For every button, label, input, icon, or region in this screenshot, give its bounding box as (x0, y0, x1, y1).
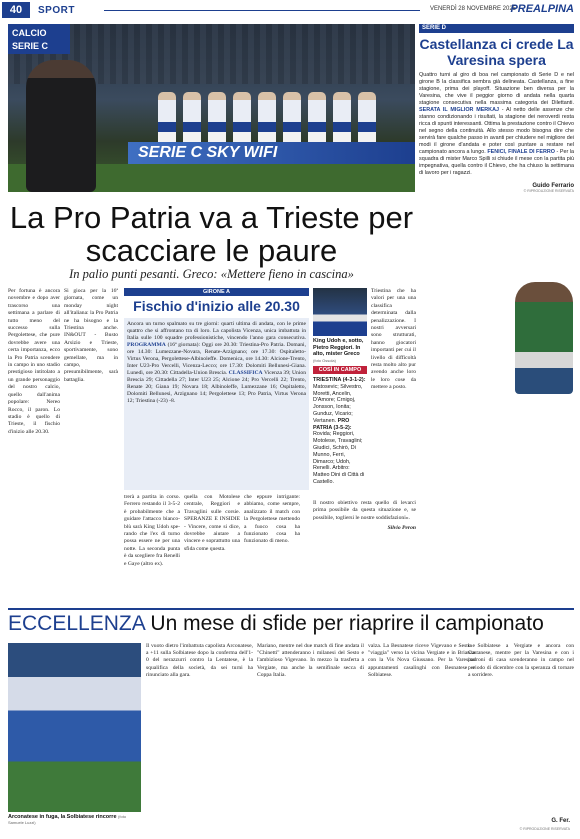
body-column-5: che eppure intrigante: abbiamo, come sempre, analizzato il match con la Pergolettese mettendo a fuoco cosa ha funzionato cosa ha funzionato di meno. (244, 494, 300, 545)
body-column-2: Si gioca per la 16ª giornata, come un monday night all'italiana: la Pro Patria ne ha bisogno e la Triestina anche. IN&OUT - Busto Arsizio e Trieste, sportivamente, sono gemellate, ma in campo, presumibilmente, sarà battaglia. (64, 288, 118, 383)
coach-figure (26, 60, 96, 192)
section-tag: CALCIO SERIE C (8, 24, 70, 54)
body-column-1: Per fortuna è ancora novembre e dopo aver trascorso una settimana a parlare di tutto meno del successo sulla Pergolettese, che pure dovrebbe avere una certa importanza, ecco la Pro Patria scendere in campo in uno stadio prestigioso intitolato a un grande personaggio del nostro calcio, quello dall'anima popolare: Nereo Rocco, il paron. Lo stadio è quello di Trieste, il fischio d'inizio alle 20.30. (8, 288, 60, 435)
right-signature: Guido Ferrario (532, 183, 574, 189)
eccellenza-photo (8, 643, 141, 812)
right-tag: SERIE D (419, 24, 574, 33)
girone-box: Ancora un turno spalmato su tre giorni: quarti ultima di andata, con le prime quattro che si affrontano tra di loro. La capolista Vicenza, unica imbattuta in Italia sulle 100 squadre professionistiche, vincendo l'anno gara consecutiva. PROGRAMMA (16ª giornata): Oggi ore 20.30: Triestina-Pro Patria. Domani, ore 14.30: Lumezzane-Novara, Renate-Arzignano; ore 17.30: Ospitaletto-Virtus Verona, Pergolettese-Albinoleffe. Domenica, ore 14.30: Alcione-Trento, Inter U23-Pro Vercelli, Vicenza-Lecco; ore 17.30: Dolomiti Bellunesi-Giana. Lunedì, ore 20.30: Cittadella-Union Brescia. CLASSIFICA Vicenza 39; Union Brescia 29; Cittadella 27; Inter U23 25; Alcione 24; Pro Vercelli 22; Trento, Renate 20; Giana 19; Novara 18; Albinoleffe, Lumezzane 16; Ospitaletto, Dolomiti Bellunesi, Arzignano 14; Pergolettese 13; Pro Patria, Virtus Verona 12; Triestina (-23) -8. (124, 318, 309, 490)
body-column-6: Triestina che ha valori per una una classifica determinata dalla penalizzazione. I nostri avversari sono strutturati, hanno giocatori importanti per cui il livello di difficoltà resta molto alto pur avendo anche loro le loro cose da mettere a posto. (371, 288, 416, 391)
body-column-3: trerà a partita in corso. Ferrero restando il 3-5-2 è probabilmente che a guidare l'attacco bianco-blù sarà King Udoh spe- rando che l'ex di turno possa essere ne per una notte. La seconda punta è da scegliere fra Renelli e Gaye (altro ex). (124, 494, 180, 567)
right-copyright: © RIPRODUZIONE RISERVATA (523, 189, 574, 193)
page-number: 40 (2, 2, 30, 18)
body-column-4: quella con Motolese centrale, Reggiori e Travaglini sulle corsie. SPERANZE E INSIDIE - Vincere, come si dice, dovrebbe aiutare a vincere e soprattutto una sfida come questa. (184, 494, 240, 552)
eccellenza-signature: G. Fer. (551, 818, 570, 824)
eccellenza-copyright: © RIPRODUZIONE RISERVATA (519, 827, 570, 831)
eccellenza-column-2: Mariano, mentre nel due match di fine andata il "Chinetti" attenderanno i milanesi del Sesto e l'ambizioso Vigevano. In mezzo la trasferta a Vergiate, ma anche la semifinale secca di Coppa Italia. (257, 643, 364, 678)
headline: La Pro Patria va a Trieste per scacciare le paure (9, 200, 414, 268)
photo-banner: SERIE C SKY WIFI (128, 142, 415, 164)
right-title: Castellanza ci crede La Varesina spera (419, 36, 574, 68)
udoh-photo (313, 288, 367, 336)
right-body: Quattro turni al giro di boa nel campionato di Serie D e nel girone B la classifica sembra già delineata. Castellanza, a fine stagione, prima dei playoff. Situazione ben diversa per la Varesina, che vive il peggior giorno di andata nella quarta stagione consecutiva nella massima categoria dei Dilettanti. SERATA IL MIGLIOR MERKAJ - Al netto delle assenze che stanno condizionando i risultati, la stagione dei neroverdi resta ricca di spunti interessanti. Ottima la prestazione contro il Chievo nel segno della continuità. Allo stesso modo bisogna dire che servirà fare qualche passo in avanti per chiudere nel migliore dei modi il girone d'andata e poter così puntare a restare nel campionato ancora a lungo. FENICI, FINALE DI FERRO - Per la squadra di mister Marco Spilli si chiude il mese con la partita più impegnativa, quella contro il Chievo, che ha chiuso la settimana di lavoro per i ragazzi. (419, 72, 575, 176)
eccellenza-caption: Arconatese in fuga, la Solbiatese rincorre (foto Samuele Luzzi) (8, 814, 127, 825)
eccellenza-rule (8, 608, 574, 610)
eccellenza-column-1: Il vuoto dietro l'imbattuta capolista Arconatese, a +11 sulla Solbiatese dopo la conferma dell'1-0 del nerazzurri contro la Lentatese, è la squalifica della società, da sei turni ha rinunciato alla gara. (146, 643, 253, 678)
eccellenza-title: ECCELLENZA Un mese di sfide per riaprire il campionato (8, 612, 544, 635)
masthead: PREALPINA (510, 3, 574, 15)
eccellenza-column-4: la Solbiatese a Vergiate e ancora con Castanese, mentre per la Varesina e con i padroni di casa scenderanno in campo nel periodo di dicembre con la speranza di tornare a sorridere. (468, 643, 574, 678)
girone-tag: GIRONE A (124, 288, 309, 296)
cosi-tag: COSÌ IN CAMPO (313, 366, 367, 374)
body-column-7: Il nostro obiettivo resta quello di levarci prima possibile da questa situazione e, se possibile, togliersi le nostre soddisfazioni». Silvio Peron (313, 500, 416, 532)
fischio-title: Fischio d'inizio alle 20.30 (133, 298, 300, 314)
right-column (419, 24, 574, 193)
udoh-caption: King Udoh e, sotto, Pietro Reggiori. In alto, mister Greco (foto Ossola) (313, 338, 364, 363)
header-rule (104, 10, 420, 11)
subheadline: In palio punti pesanti. Greco: «Mettere fieno in cascina» (69, 267, 354, 281)
right-player-photo (515, 282, 573, 394)
article-signature: Silvio Peron (387, 525, 416, 532)
dateline: VENERDÌ 28 NOVEMBRE 2025 (429, 6, 516, 12)
eccellenza-column-3: valza. La Besnatese riceve Vigevano e Sesto e "viaggia" verso la vicina Vergiate e in Brianza con la Vis Nova Giussano. Per la Varesina appuntamenti casalinghi con Besnatese e Solbiatese. (368, 643, 475, 678)
section-name: SPORT (38, 4, 75, 16)
cosi-lineups: TRIESTINA (4-3-1-2): Matosevic; Silvestro, Moretti, Ancelin, D'Amore; Crnigoj, Jonsson, Ionita; Gunduz, Vicario; Vertanen. PRO PATRIA (3-5-2): Rovida; Reggiori, Motolese, Travaglini; Giudici, Schirò, Di Munno, Ferri, Dimarco; Udoh, Renelli. Arbitro: Matteo Dini di Città di Castello. (313, 377, 366, 485)
